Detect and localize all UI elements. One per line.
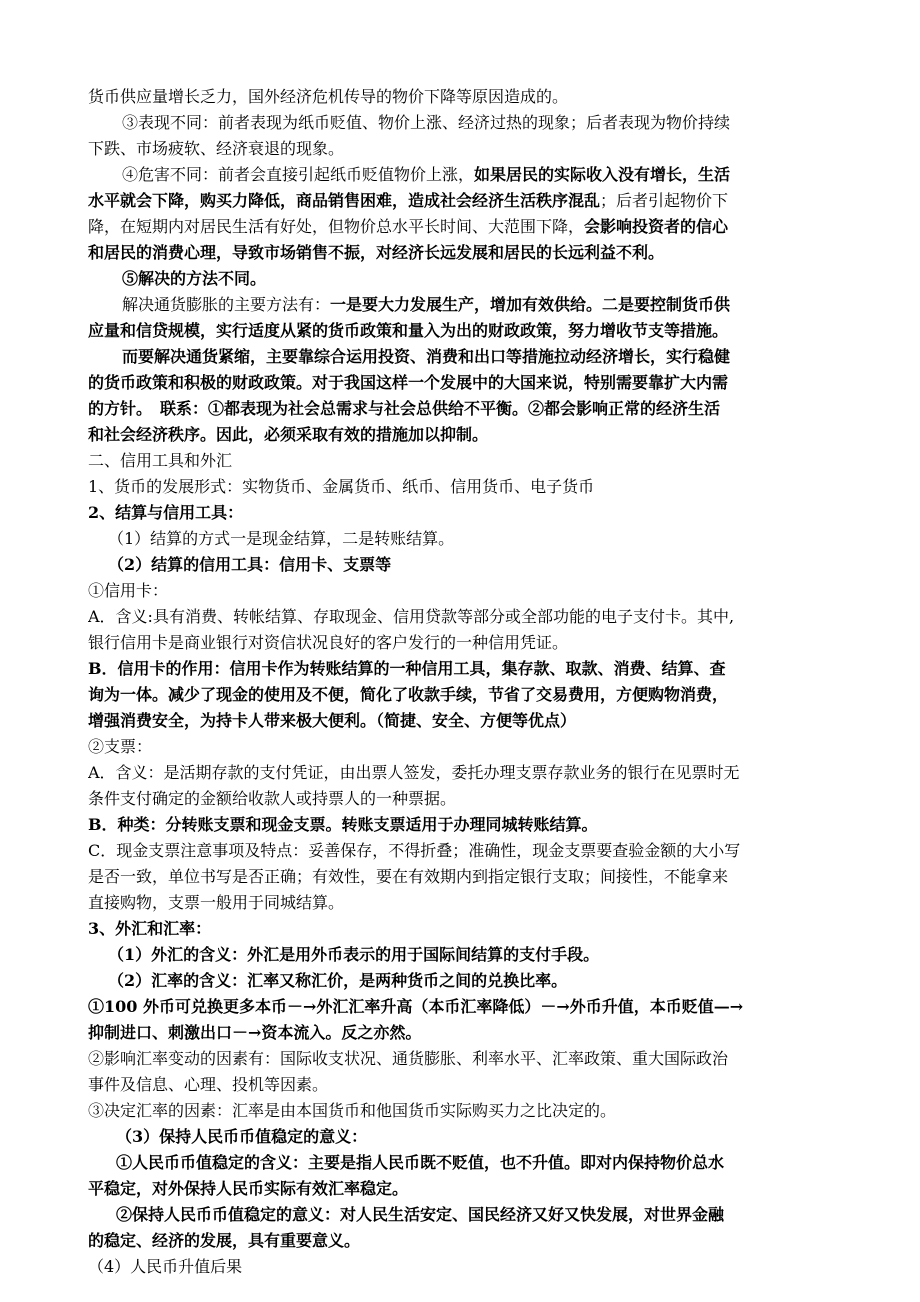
- paragraph-line: （2）汇率的含义：汇率又称汇价，是两种货币之间的兑换比率。: [108, 971, 568, 990]
- paragraph-line: （1）结算的方式一是现金结算，二是转账结算。: [108, 529, 455, 548]
- paragraph-line: A．含义：是活期存款的支付凭证，由出票人签发，委托办理支票存款业务的银行在见票时无: [88, 763, 740, 782]
- text-run: 降，在短期内对居民生活有好处，但物价总水平长时间、大范围下降，: [88, 217, 585, 236]
- text-run: ④危害不同：前者会直接引起纸币贬值物价上涨，: [122, 165, 475, 184]
- item-heading: ②支票：: [88, 737, 153, 756]
- paragraph-line: 而要解决通货紧缩，主要靠综合运用投资、消费和出口等措施拉动经济增长，实行稳健: [122, 347, 731, 366]
- paragraph-line: [88, 162, 848, 188]
- paragraph-line: ①人民币币值稳定的含义：主要是指人民币既不贬值，也不升值。即对内保持物价总水: [116, 1153, 725, 1172]
- paragraph-line: B．信用卡的作用：信用卡作为转账结算的一种信用工具，集存款、取款、消费、结算、查: [88, 659, 726, 678]
- paragraph-line: 的货币政策和积极的财政政策。对于我国这样一个发展中的大国来说，特别需要靠扩大内需: [88, 373, 729, 392]
- item-heading: ①信用卡：: [88, 581, 169, 600]
- paragraph-line: 和社会经济秩序。因此，必须采取有效的措施加以抑制。: [88, 425, 489, 444]
- paragraph-line: C．现金支票注意事项及特点：妥善保存，不得折叠；准确性，现金支票要查验金额的大小写: [88, 841, 741, 860]
- paragraph-line: 应量和信贷规模，实行适度从紧的货币政策和量入为出的财政政策，努力增收节支等措施。: [88, 321, 729, 340]
- paragraph-line: 下跌、市场疲软、经济衰退的现象。: [88, 139, 345, 158]
- subsection-heading: 3、外汇和汇率：: [88, 919, 212, 938]
- paragraph-line: 增强消费安全，为持卡人带来极大便利。（简捷、安全、方便等优点）: [88, 711, 577, 730]
- paragraph-line: [88, 188, 848, 214]
- paragraph-line: 银行信用卡是商业银行对资信状况良好的客户发行的一种信用凭证。: [88, 633, 569, 652]
- paragraph-line: 抑制进口、刺激出口－→资本流入。反之亦然。: [88, 1023, 422, 1042]
- paragraph-line: A．含义:具有消费、转帐结算、存取现金、信用贷款等部分或全部功能的电子支付卡。其中,: [88, 607, 735, 626]
- paragraph-line: ③决定汇率的因素：汇率是由本国货币和他国货币实际购买力之比决定的。: [88, 1101, 617, 1120]
- paragraph-line: [88, 214, 848, 240]
- bold-text-run: 如果居民的实际收入没有增长，生活: [474, 165, 731, 184]
- paragraph-line: ③表现不同：前者表现为纸币贬值、物价上涨、经济过热的现象；后者表现为物价持续: [122, 113, 731, 132]
- paragraph-line: 事件及信息、心理、投机等因素。: [88, 1075, 329, 1094]
- paragraph-line: 和居民的消费心理，导致市场销售不振，对经济长远发展和居民的长远利益不利。: [88, 243, 665, 262]
- text-run: ；后者引起物价下: [600, 191, 729, 210]
- paragraph-line: B．种类：分转账支票和现金支票。转账支票适用于办理同城转账结算。: [88, 815, 598, 834]
- paragraph-line: ②影响汇率变动的因素有：国际收支状况、通货膨胀、利率水平、汇率政策、重大国际政治: [88, 1049, 729, 1068]
- paragraph-line: ⑤解决的方法不同。: [122, 269, 267, 288]
- paragraph-line: （1）外汇的含义：外汇是用外币表示的用于国际间结算的支付手段。: [108, 945, 600, 964]
- paragraph-line: 的稳定、经济的发展，具有重要意义。: [88, 1231, 361, 1250]
- subsection-heading: 2、结算与信用工具：: [88, 503, 244, 522]
- paragraph-line: 直接购物，支票一般用于同城结算。: [88, 893, 345, 912]
- paragraph-line: （4）人民币升值后果: [88, 1257, 243, 1276]
- document-page: [88, 84, 848, 1280]
- bold-text-run: 一是要大力发展生产，增加有效供给。二是要控制货币供: [330, 295, 731, 314]
- paragraph-line: ①100 外币可兑换更多本币－→外汇汇率升高（本币汇率降低）－→外币升值，本币贬值—→: [88, 997, 744, 1016]
- paragraph-line: 是否一致，单位书写是否正确；有效性，要在有效期内到指定银行支取；间接性，不能拿来: [88, 867, 729, 886]
- bold-text-run: 会影响投资者的信心: [584, 217, 729, 236]
- text-run: 解决通货膨胀的主要方法有：: [122, 295, 331, 314]
- paragraph-line: 条件支付确定的金额给收款人或持票人的一种票据。: [88, 789, 457, 808]
- paragraph-line: [88, 292, 848, 318]
- paragraph-line: 的方针。 联系：①都表现为社会总需求与社会总供给不平衡。②都会影响正常的经济生活: [88, 399, 721, 418]
- paragraph-line: 货币供应量增长乏力，国外经济危机传导的物价下降等原因造成的。: [88, 87, 569, 106]
- paragraph-line: 1、货币的发展形式：实物货币、金属货币、纸币、信用货币、电子货币: [88, 477, 595, 496]
- paragraph-line: ②保持人民币币值稳定的意义：对人民生活安定、国民经济又好又快发展，对世界金融: [116, 1205, 725, 1224]
- paragraph-line: 平稳定，对外保持人民币实际有效汇率稳定。: [88, 1179, 409, 1198]
- bold-text-run: 水平就会下降，购买力降低，商品销售困难，造成社会经济生活秩序混乱: [88, 191, 601, 210]
- paragraph-line: （3）保持人民币币值稳定的意义：: [116, 1127, 368, 1146]
- section-heading: 二、信用工具和外汇: [88, 451, 233, 470]
- paragraph-line: 询为一体。减少了现金的使用及不便，简化了收款手续，节省了交易费用，方便购物消费，: [88, 685, 729, 704]
- paragraph-line: （2）结算的信用工具：信用卡、支票等: [108, 555, 392, 574]
